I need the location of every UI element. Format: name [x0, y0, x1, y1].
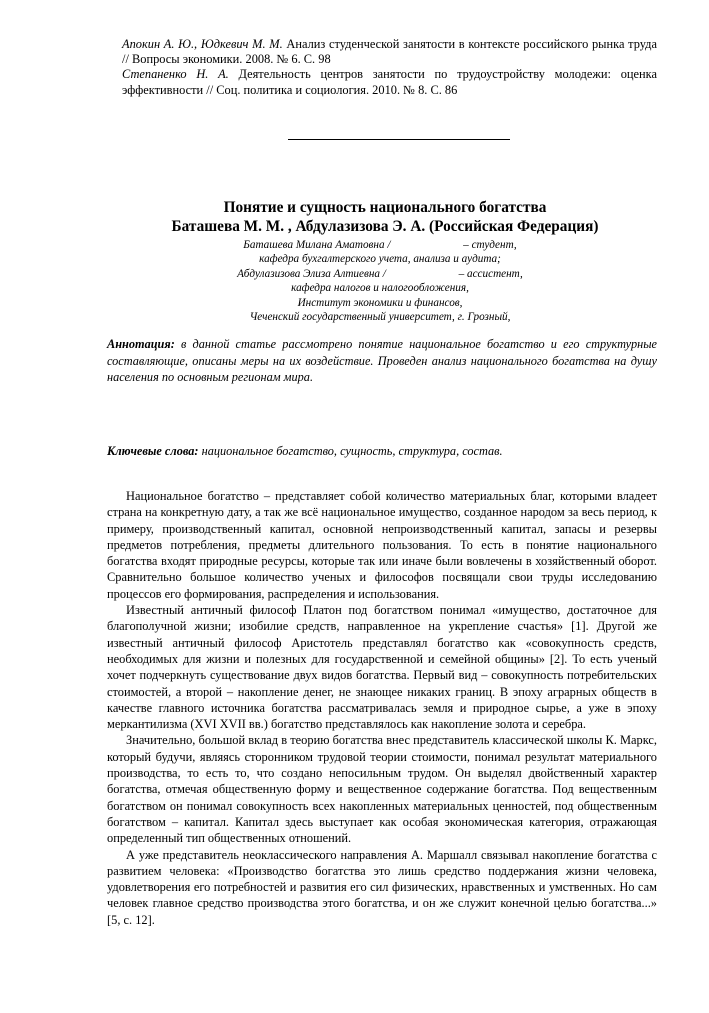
- affiliation-line: Чеченский государственный университет, г. Грозный,: [249, 311, 511, 324]
- body-paragraph: Значительно, большой вклад в теорию богатства внес представитель классической школы К. Маркс, который будучи, являясь сторонником трудовой теории стоимости, понимал результат материального производства, то есть то, что создано непосильным трудом. Он выделял двойственный характер богатства, отмечая общественную форму и вещественное содержание богатства. Под вещественным богатством он понимал совокупность всех накопленных материальных ценностей, под общественным богатством – капитал. Капитал здесь выступает как особая экономическая категория, отражающая определенный тип общественных отношений.: [107, 733, 657, 846]
- annotation: [107, 336, 657, 386]
- reference-authors: Апокин А. Ю., Юдкевич М. М.: [122, 37, 283, 51]
- annotation-text: в данной статье рассмотрено понятие национальное богатство и его структурные составляющие, описаны меры на их воздействие. Проведен анализ национального богатства на душу населения по основным регионам мира.: [107, 337, 657, 384]
- affiliation-line: Баташева Милана Аматовна / – студент,: [243, 239, 517, 251]
- reference-text: Деятельность центров занятости по трудоустройству молодежи: оценка эффективности // Соц. политика и социология. 2010. № 8. С. 86: [122, 67, 657, 97]
- affiliation-line: кафедра налогов и налогообложения,: [291, 282, 469, 295]
- affiliation-line: Абдулазизова Элиза Алтиевна / – ассистент,: [237, 267, 523, 280]
- keywords-text: национальное богатство, сущность, структура, состав.: [198, 444, 503, 458]
- references-block: [122, 37, 657, 98]
- reference-text: Анализ студенческой занятости в контексте российского рынка труда // Вопросы экономики. 2008. № 6. С. 98: [122, 37, 657, 67]
- article-title-block: [100, 198, 670, 236]
- article-title: Понятие и сущность национального богатства: [223, 199, 547, 216]
- body-paragraph: Национальное богатство – представляет собой количество материальных благ, которыми владеет страна на конкретную дату, а так же всё национальное имущество, созданное народом за весь период, к примеру, производственный капитал, основной непроизводственный капитал, запасы и резервы предметов потребления, предметы длительного пользования. То есть в понятие национального богатства входят природные ресурсы, которые так или иначе были вовлечены в хозяйственный оборот. Сравнительно большое количество ученых и философов посвящали свои труды исследованию процессов его формирования, распределения и использования.: [107, 489, 657, 601]
- body-paragraph: А уже представитель неоклассического направления А. Маршалл связывал накопление богатства с развитием человека: «Производство богатства это лишь средство поддержания жизни человека, удовлетворения его потребностей и развития его сил физических, нравственных и умственных. Но сам человек главное средство производства этого богатства, и он же служит конечной целью богатства...» [5, с. 12].: [107, 847, 657, 927]
- reference-item: [122, 37, 657, 67]
- affiliation-line: Институт экономики и финансов,: [297, 296, 463, 309]
- reference-authors: Степаненко Н. А.: [122, 67, 229, 82]
- keywords-label: Ключевые слова:: [107, 444, 199, 458]
- reference-item: [122, 67, 657, 97]
- article-body: [107, 488, 657, 928]
- article-authors: Баташева М. М. , Абдулазизова Э. А. (Российская Федерация): [171, 218, 599, 235]
- annotation-label: Аннотация:: [107, 337, 175, 351]
- body-paragraph: Известный античный философ Платон под богатством понимал «имущество, достаточное для благополучной жизни; изобилие средств, направленное на укрепление счастья» [1]. Другой же известный античный философ Аристотель представлял богатство как «совокупность средств, необходимых для жизни и полезных для государственной и семейной общины» [2]. То есть ученый хочет подчеркнуть существование двух видов богатства. Первый вид – совокупность потребительских стоимостей, а второй – накопление денег, не знающее никаких границ. В эпоху аграрных обществ в качестве главного источника богатства рассматривалась земля и природное сырье, а уже в эпоху меркантилизма (XVI XVII вв.) богатство представлялось как накопление золота и серебра.: [107, 603, 657, 732]
- affiliation-block: [200, 238, 560, 324]
- separator-line: [288, 139, 510, 140]
- affiliation-line: кафедра бухгалтерского учета, анализа и аудита;: [259, 253, 501, 266]
- keywords: [107, 443, 657, 459]
